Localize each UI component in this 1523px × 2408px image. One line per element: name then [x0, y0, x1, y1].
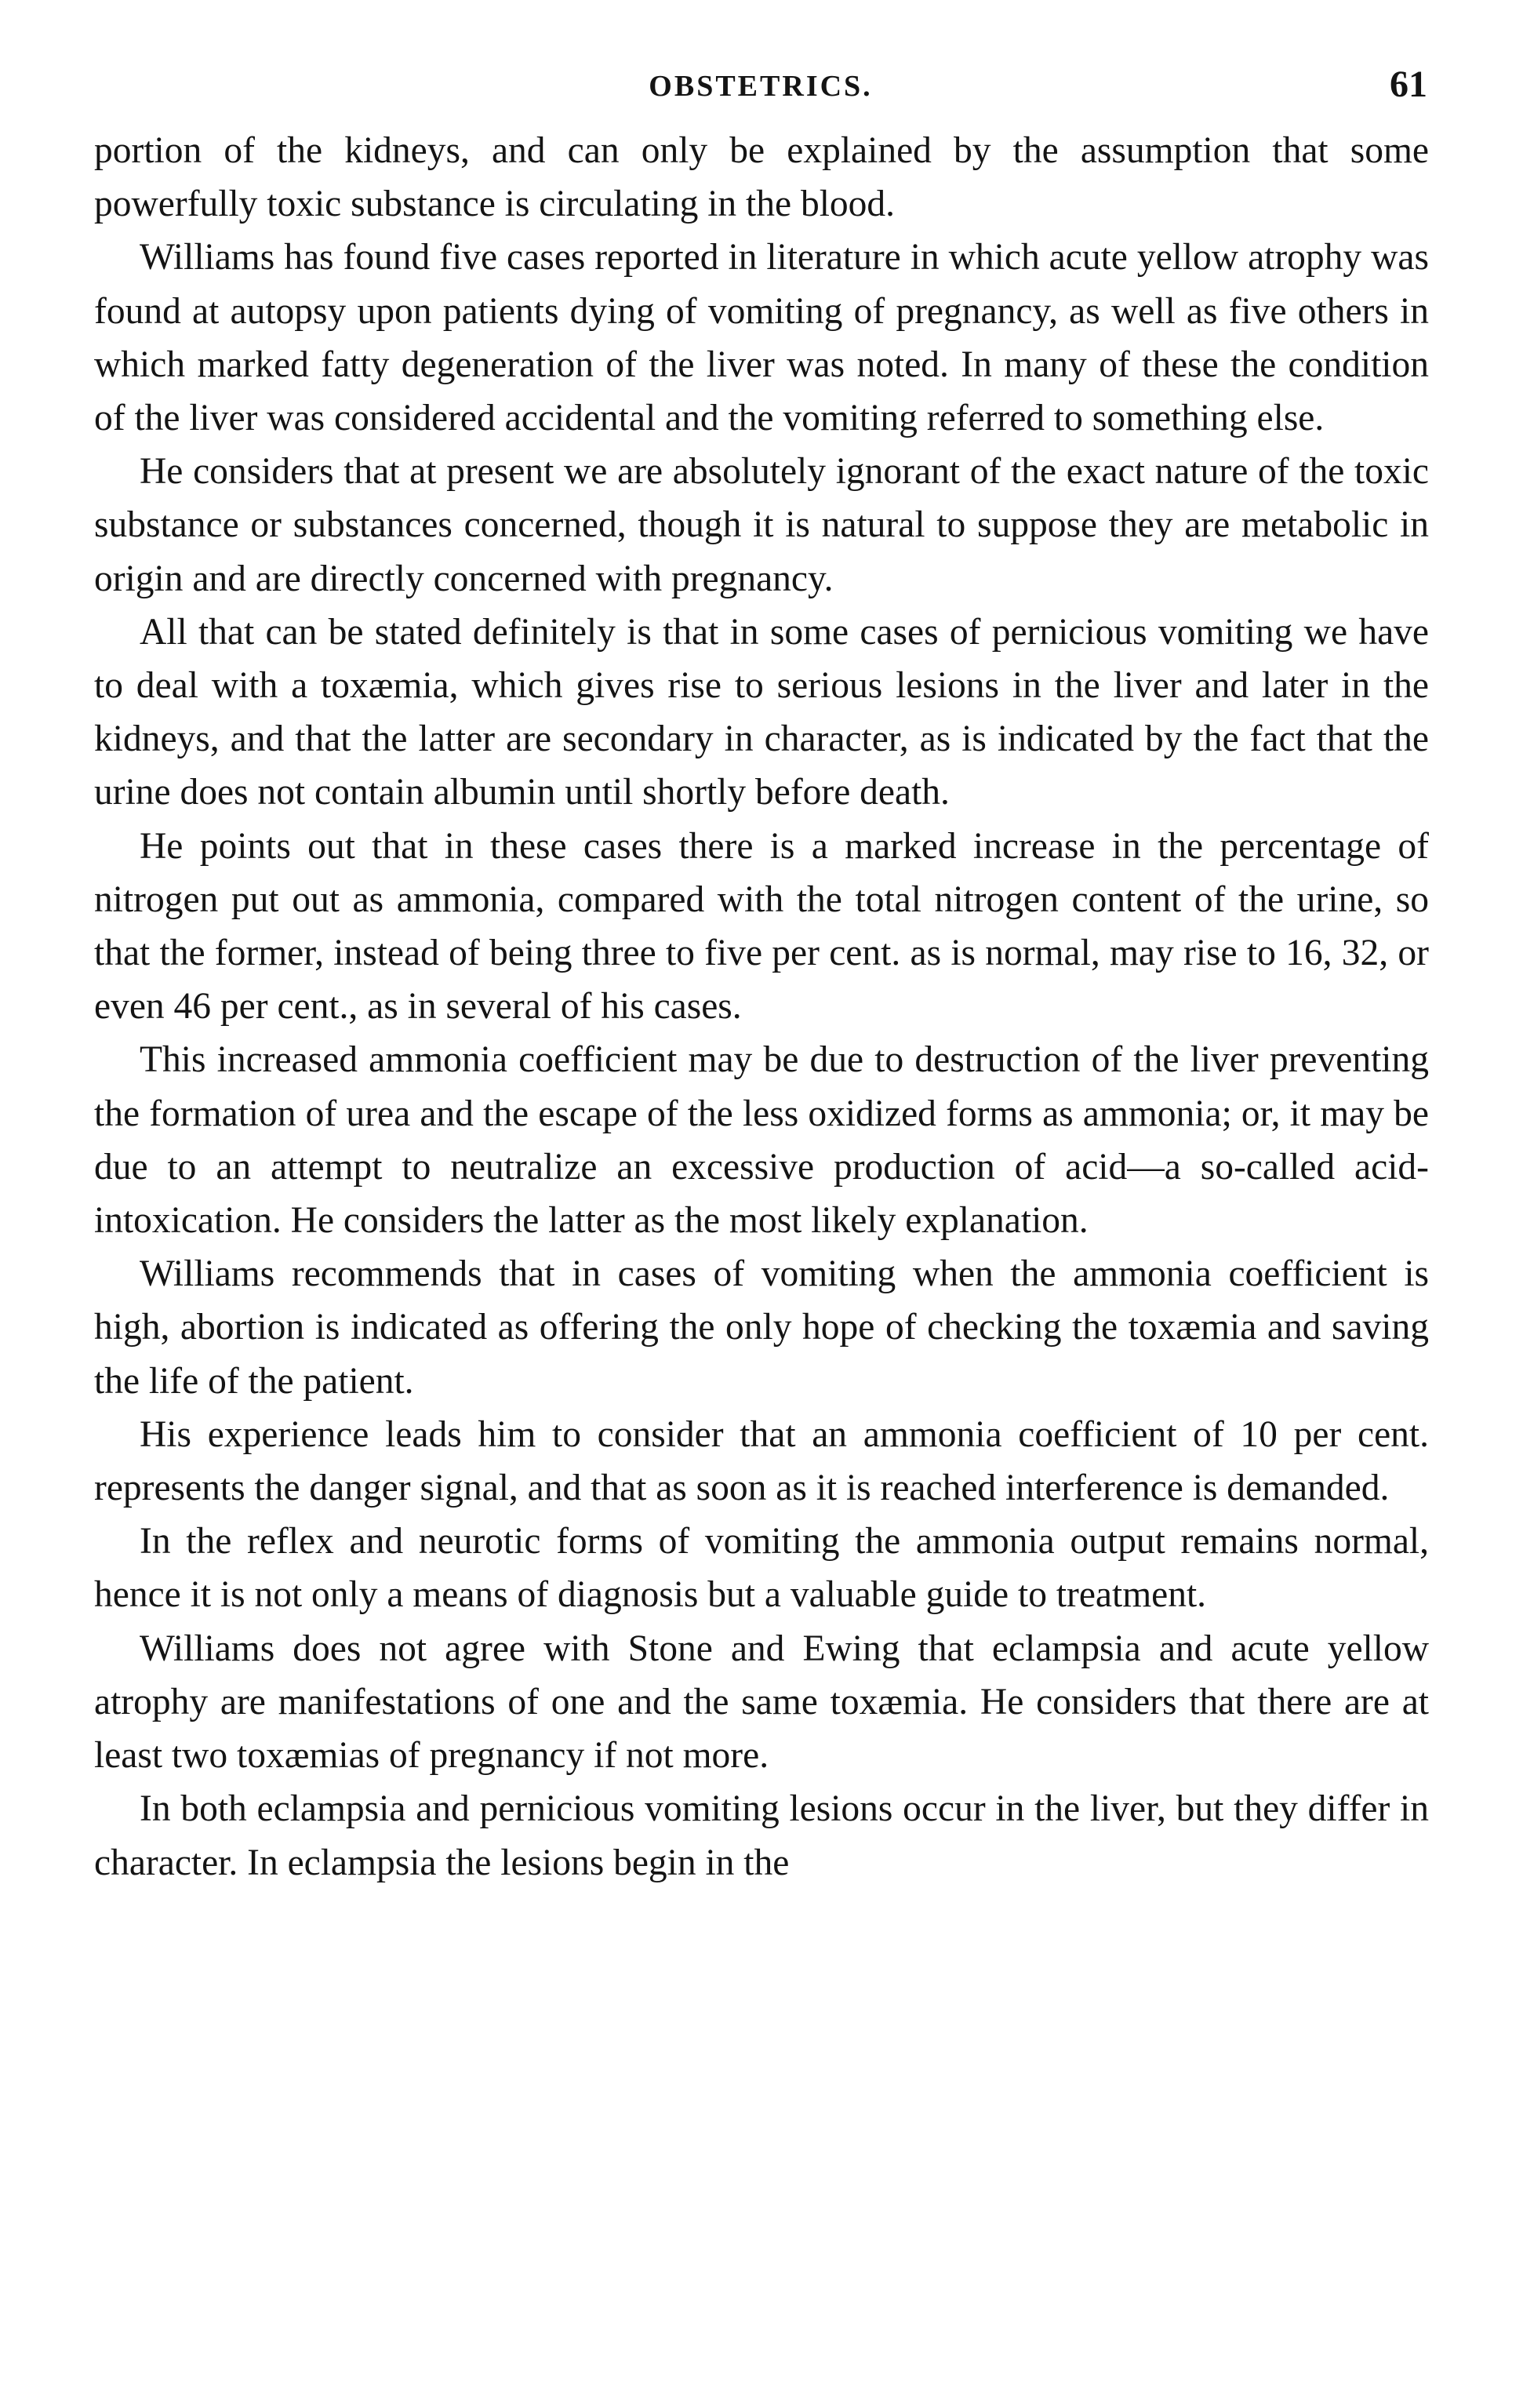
running-head: [94, 64, 1427, 116]
paragraph-7: Williams recommends that in cases of vomiting when the ammonia coefficient is high, abortion is indicated as offering the only hope of checking the toxæmia and saving the life of the patient.: [94, 1253, 1429, 1402]
paragraph-4: All that can be stated definitely is that in some cases of pernicious vomiting we have to deal with a toxæmia, which gives rise to serious lesions in the liver and later in the kidneys, and that the latter are secondary in character, as is indicated by the fact that the urine does not contain albumin until shortly before death.: [94, 611, 1429, 813]
page-number: 61: [1390, 64, 1427, 105]
paragraph-11: In both eclampsia and pernicious vomiting lesions occur in the liver, but they differ in character. In eclampsia the lesions begin in the: [94, 1788, 1429, 1883]
paragraph-2: Williams has found five cases reported in literature in which acute yellow atrophy was found at autopsy upon patients dying of vomiting of pregnancy, as well as five others in which marked fatty degeneration of the liver was noted. In many of these the condition of the liver was considered accidental and the vomiting referred to something else.: [94, 237, 1429, 439]
paragraph-8: His experience leads him to consider that an ammonia coefficient of 10 per cent. represents the danger signal, and that as soon as it is reached interference is demanded.: [94, 1413, 1429, 1509]
body-text: [94, 124, 1429, 1890]
paragraph-9: In the reflex and neurotic forms of vomiting the ammonia output remains normal, hence it is not only a means of diagnosis but a valuable guide to treatment.: [94, 1521, 1429, 1616]
paragraph-5: He points out that in these cases there is a marked increase in the percentage of nitrogen put out as ammonia, compared with the total nitrogen content of the urine, so that the former, instead of being three to five per cent. as is normal, may rise to 16, 32, or even 46 per cent., as in several of his cases.: [94, 825, 1429, 1028]
paragraph-10: Williams does not agree with Stone and Ewing that eclampsia and acute yellow atrophy are manifestations of one and the same toxæmia. He considers that there are at least two toxæmias of pregnancy if not more.: [94, 1628, 1429, 1777]
paragraph-3: He considers that at present we are absolutely ignorant of the exact nature of the toxic substance or substances concerned, though it is natural to suppose they are metabolic in origin and are directly concerned with pregnancy.: [94, 451, 1429, 599]
running-title: OBSTETRICS.: [649, 70, 873, 103]
paragraph-6: This increased ammonia coefficient may be due to destruction of the liver preventing the formation of urea and the escape of the less oxidized forms as ammonia; or, it may be due to an attempt to neutralize an excessive production of acid—a so-called acid-intoxication. He considers the latter as the most likely explanation.: [94, 1039, 1429, 1242]
paragraph-1: portion of the kidneys, and can only be explained by the assumption that some powerfully toxic substance is circulating in the blood.: [94, 130, 1429, 225]
